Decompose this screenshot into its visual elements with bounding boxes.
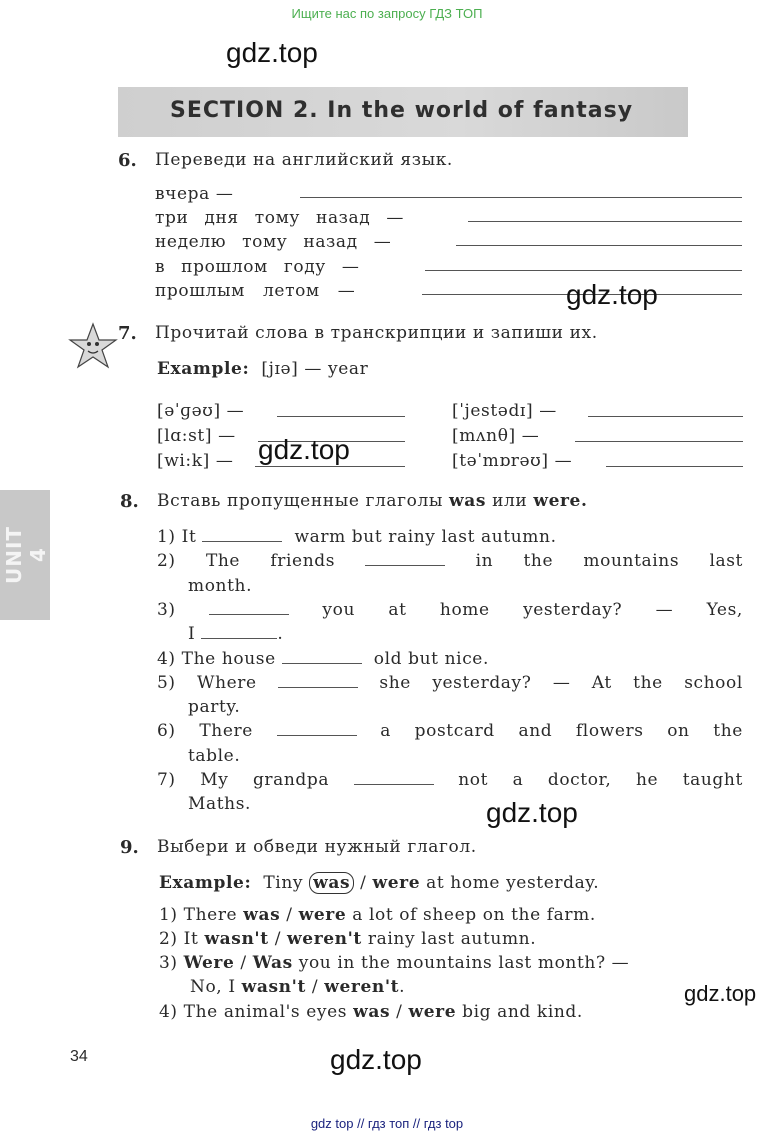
word: / [274,929,282,949]
word: you in the mountains last month? — [298,953,630,973]
word: school [684,673,743,693]
word: in [475,551,494,571]
word: Where [197,673,257,693]
task-9-instruction: Выбери и обведи нужный глагол. [157,837,477,857]
word: . [399,977,406,997]
word: flowers [575,721,644,741]
blank-field[interactable] [354,770,434,785]
sentence-text: It [181,527,197,547]
item-number: 3) [157,600,176,620]
section-title: SECTION 2. In the world of fantasy [170,98,634,123]
watermark: gdz.top [258,434,350,465]
word: not [458,770,489,790]
example-label: Example: [157,359,250,379]
word: My [200,770,229,790]
option-word[interactable]: were [298,905,347,925]
sentence-2 [157,551,743,571]
item-number: 2) [159,929,178,949]
task-6-number: 6. [118,150,137,171]
blank-field[interactable] [278,673,358,688]
task-8-instruction: Вставь пропущенные глаголы was или were. [157,491,588,511]
footer-links[interactable]: gdz top // гдз топ // гдз top [310,1116,464,1131]
word: grandpa [252,770,330,790]
task-9-number: 9. [120,837,139,858]
transcription-item: [wi:k] — [157,451,234,471]
top-search-link[interactable]: Ищите нас по запросу ГДЗ ТОП [291,6,483,21]
task-7-instruction: Прочитай слова в транскрипции и запиши их. [155,323,598,343]
watermark: gdz.top [684,981,757,1006]
circled-answer: was [309,872,354,894]
transcription-item: [əˈɡəʊ] — [157,401,245,421]
option-word[interactable]: weren't [287,929,362,949]
item-number: 4) [159,1002,178,1022]
word: at [388,600,407,620]
word: postcard [414,721,495,741]
word: at home yesterday. [426,873,600,893]
blank-field[interactable] [365,551,445,566]
sentence-4 [157,649,489,669]
word: you [322,600,355,620]
watermark: gdz.top [226,37,318,68]
sentence-7-cont: Maths. [188,794,252,814]
item-number: 2) [157,551,176,571]
item-number: 5) [157,673,176,693]
word: friends [270,551,336,571]
sentence-5 [157,673,743,693]
task-7-number: 7. [118,323,137,344]
word: the [713,721,743,741]
word-was: was [449,491,487,511]
word: / [286,905,293,925]
word: It [183,929,199,949]
page-number: 34 [70,1048,88,1065]
word-were: were [533,491,581,511]
watermark: gdz.top [566,279,658,310]
choice-item-4 [159,1002,583,1022]
option-word: were [372,873,421,893]
word: Tiny [263,873,304,893]
word: the [633,673,663,693]
watermark: gdz.top [330,1044,422,1075]
transcription-item: [təˈmɒrəʊ] — [452,451,573,471]
sentence-text: The house [181,649,276,669]
sentence-1 [157,527,557,547]
task-6-item: неделю тому назад — [155,232,392,252]
choice-item-3-cont [190,977,405,997]
word: she [379,673,411,693]
word: rainy last autumn. [367,929,537,949]
example-label: Example: [159,873,252,893]
word: / [360,873,367,893]
word: yesterday? [523,600,623,620]
word: last [709,551,743,571]
word: . [277,624,284,644]
sentence-6-cont: table. [188,746,241,766]
option-word[interactable]: Was [252,953,293,973]
sentence-6 [157,721,743,741]
sentence-3 [157,600,743,620]
sentence-7 [157,770,743,790]
word: The animal's eyes [183,1002,348,1022]
task-6-instruction: Переведи на английский язык. [155,150,453,170]
blank-field[interactable] [282,649,362,664]
option-word[interactable]: weren't [324,977,400,997]
task-7-example [157,359,368,379]
watermark: gdz.top [486,797,578,828]
item-number: 7) [157,770,176,790]
option-word[interactable]: was [243,905,281,925]
word: a [512,770,524,790]
transcription-item: [ˈjestədɪ] — [452,401,557,421]
answer-line[interactable] [425,270,742,271]
word: / [396,1002,403,1022]
choice-item-2 [159,929,536,949]
word: a lot of sheep on the farm. [352,905,596,925]
word: / [240,953,247,973]
task-9-example [159,873,599,893]
answer-line[interactable] [255,466,405,467]
transcription-item: [mʌnθ] — [452,426,540,446]
task-6-item: прошлым летом — [155,281,356,301]
option-word[interactable]: wasn't [241,977,306,997]
answer-line[interactable] [277,416,405,417]
sentence-2-cont: month. [188,576,253,596]
instruction-or: или [492,491,528,511]
sentence-5-cont: party. [188,697,241,717]
word: taught [682,770,743,790]
word: At [591,673,612,693]
word: a [380,721,391,741]
word: yesterday? [432,673,532,693]
item-number: 6) [157,721,176,741]
word: There [199,721,253,741]
word: I [188,624,196,644]
choice-item-1 [159,905,596,925]
word: doctor, [547,770,612,790]
item-number: 3) [159,953,178,973]
item-number: 1) [159,905,178,925]
task-6-item: три дня тому назад — [155,208,404,228]
choice-item-3 [159,953,629,973]
word: on [667,721,690,741]
word: No, I [190,977,236,997]
blank-field[interactable] [209,600,289,615]
sentence-3-cont [188,624,283,644]
answer-line[interactable] [588,416,743,417]
item-number: 1) [157,527,176,547]
task-6-item: в прошлом году — [155,257,360,277]
option-word[interactable]: was [353,1002,391,1022]
sentence-text: warm but rainy last autumn. [294,527,557,547]
word: home [439,600,490,620]
answer-line[interactable] [575,441,743,442]
answer-line[interactable] [606,466,743,467]
task-8-number: 8. [120,491,139,512]
answer-line[interactable] [468,221,742,222]
answer-line[interactable] [300,197,742,198]
word: Yes, [706,600,743,620]
star-character-icon [68,322,118,370]
word: and [518,721,553,741]
word: The [205,551,241,571]
example-text: [jɪə] — year [261,359,369,379]
word: he [635,770,659,790]
sentence-text: old but nice. [373,649,489,669]
word: — [552,673,571,693]
item-number: 4) [157,649,176,669]
word: — [655,600,674,620]
option-word[interactable]: were [408,1002,457,1022]
instruction-text: Вставь пропущенные глаголы [157,491,443,511]
task-6-item: вчера — [155,184,234,204]
word: There [183,905,238,925]
option-word[interactable]: Were [183,953,235,973]
blank-field[interactable] [202,527,282,542]
answer-line[interactable] [456,245,742,246]
word: big and kind. [462,1002,583,1022]
blank-field[interactable] [277,721,357,736]
blank-field[interactable] [201,624,277,639]
word: mountains [583,551,680,571]
option-word[interactable]: wasn't [204,929,269,949]
transcription-item: [lɑ:st] — [157,426,236,446]
unit-label: UNIT 4 [2,525,50,585]
word: / [311,977,319,997]
word: the [523,551,554,571]
